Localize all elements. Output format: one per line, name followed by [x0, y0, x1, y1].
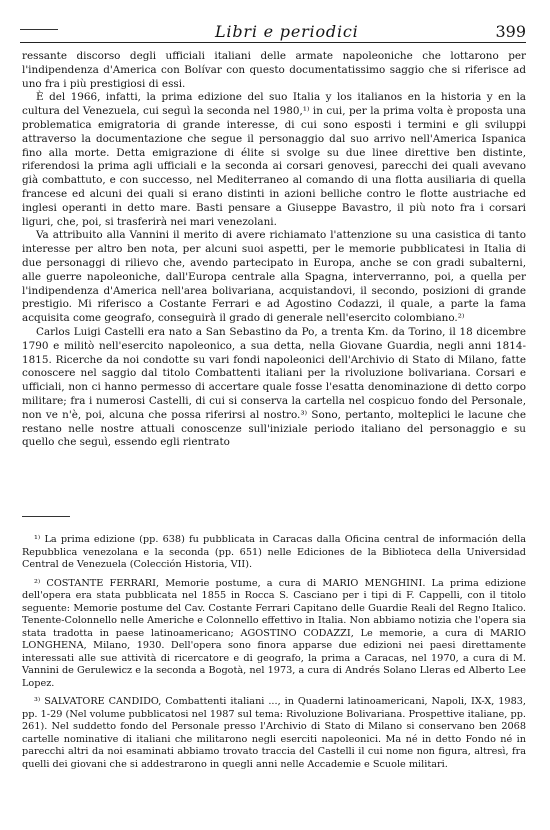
running-title: Libri e periodici [215, 22, 359, 41]
page-number: 399 [495, 22, 526, 41]
paragraph-4: Carlos Luigi Castelli era nato a San Sebastino da Po, a trenta Km. da Torino, il 18 dicembre 1790 e militò nell'esercito napoleonico, a sua detta, nella Giovane Guardia, negli anni 1814-1815. Ricerche da noi condotte su vari fondi napoleonici dell'Archivio di Stato di Milano, fatte conoscere nel saggio dal titolo Combattenti italiani per la rivoluzione bolivariana. Corsari e ufficiali, non ci hanno permesso di accertare quale fosse l'esatta denominazione di detto corpo militare; fra i numerosi Castelli, di cui si conserva la cartella nel cospicuo fondo del Personale, non ve n'è, poi, alcuna che possa riferirsi al nostro.³⁾ Sono, pertanto, molteplici le lacune che restano nelle nostre attuali conoscenze sull'iniziale periodo italiano del personaggio e su quello che seguì, essendo egli rientrato [22, 325, 526, 449]
footnotes [22, 534, 526, 777]
main-text [22, 50, 526, 450]
footnote-3: ³⁾ SALVATORE CANDIDO, Combattenti italiani ..., in Quaderni latinoamericani, Napoli, IX-X, 1983, pp. 1-29 (Nel volume pubblicatosi nel 1987 sul tema: Rivoluzione Bolivariana. Prospettive italiane, pp. 261). Nel suddetto fondo del Personale presso l'Archivio di Stato di Milano si conservano ben 2068 cartelle nominative di italiani che militarono negli eserciti napoleonici. Ma né in detto Fondo né in parecchi altri da noi esaminati abbiamo trovato traccia del Castelli il cui nome non figura, altresì, fra quelli dei giovani che si addestrarono in quegli anni nelle Accademie e Scuole militari. [22, 696, 526, 770]
footnote-1: ¹⁾ La prima edizione (pp. 638) fu pubblicata in Caracas dalla Oficina central de información della Repubblica venezolana e la seconda (pp. 651) nelle Ediciones de la Biblioteca della Universidad Central de Venezuela (Colección Historia, VII). [22, 534, 526, 570]
paragraph-3: Va attribuito alla Vannini il merito di avere richiamato l'attenzione su una casistica di tanto interesse per altro ben nota, per alcuni suoi aspetti, per le memorie pubblicatesi in Italia di due personaggi di rilievo che, avendo partecipato in Europa, anche se con gradi subalterni, alle guerre napoleoniche, dall'Europa centrale alla Spagna, interverranno, poi, a quella per l'indipendenza d'America nell'area bolivariana, acquistandovi, il secondo, posizioni di grande prestigio. Mi riferisco a Costante Ferrari e ad Agostino Codazzi, il quale, a parte la fama acquisita come geografo, conseguirà il grado di generale nell'esercito colombiano.²⁾ [22, 229, 526, 325]
paragraph-2: È del 1966, infatti, la prima edizione del suo Italia y los italianos en la historia y en la cultura del Venezuela, cui seguì la seconda nel 1980,¹⁾ in cui, per la prima volta è proposta una problematica emigratoria di grande interesse, di cui sono esposti i termini e gli sviluppi attraverso la documentazione che segue il personaggio dal suo arrivo nell'America Ispanica fino alla morte. Detta emigrazione di élite si svolge su due linee direttive ben distinte, riferendosi la prima agli ufficiali e la seconda ai corsari genovesi, parecchi dei quali avevano già combattuto, e con successo, nel Mediterraneo al comando di una flotta ausiliaria di quella francese ed alcuni dei quali si erano distinti in azioni belliche contro le flotte austriache ed inglesi operanti in detto mare. Basti pensare a Giuseppe Bavastro, il più noto fra i corsari liguri, che, poi, si trasferirà nei mari venezolani. [22, 91, 526, 228]
footnote-separator [22, 516, 70, 517]
running-header [20, 20, 526, 43]
footnote-2: ²⁾ COSTANTE FERRARI, Memorie postume, a cura di MARIO MENGHINI. La prima edizione dell'opera era stata pubblicata nel 1855 in Rocca S. Casciano per i tipi di F. Cappelli, con il titolo seguente: Memorie postume del Cav. Costante Ferrari Capitano delle Guardie Reali del Regno Italico. Tenente-Colonnello nelle Americhe e Colonnello effettivo in Italia. Non abbiamo notizia che l'opera sia stata tradotta in paese latinoamericano; AGOSTINO CODAZZI, Le memorie, a cura di MARIO LONGHENA, Milano, 1930. Dell'opera sono finora apparse due edizioni nei paesi direttamente interessati alle sue attività di ricercatore e di geografo, la prima a Caracas, nel 1970, a cura di M. Vannini de Gerulewicz e la seconda a Bogotà, nel 1973, a cura di Andrés Solano Lleras ed Alberto Lee Lopez. [22, 577, 526, 689]
paragraph-1: ressante discorso degli ufficiali italiani delle armate napoleoniche che lottarono per l'indipendenza d'America con Bolívar con questo documentatissimo saggio che si riferisce ad uno fra i più prestigiosi di essi. [22, 50, 526, 90]
header-rule [20, 29, 58, 30]
